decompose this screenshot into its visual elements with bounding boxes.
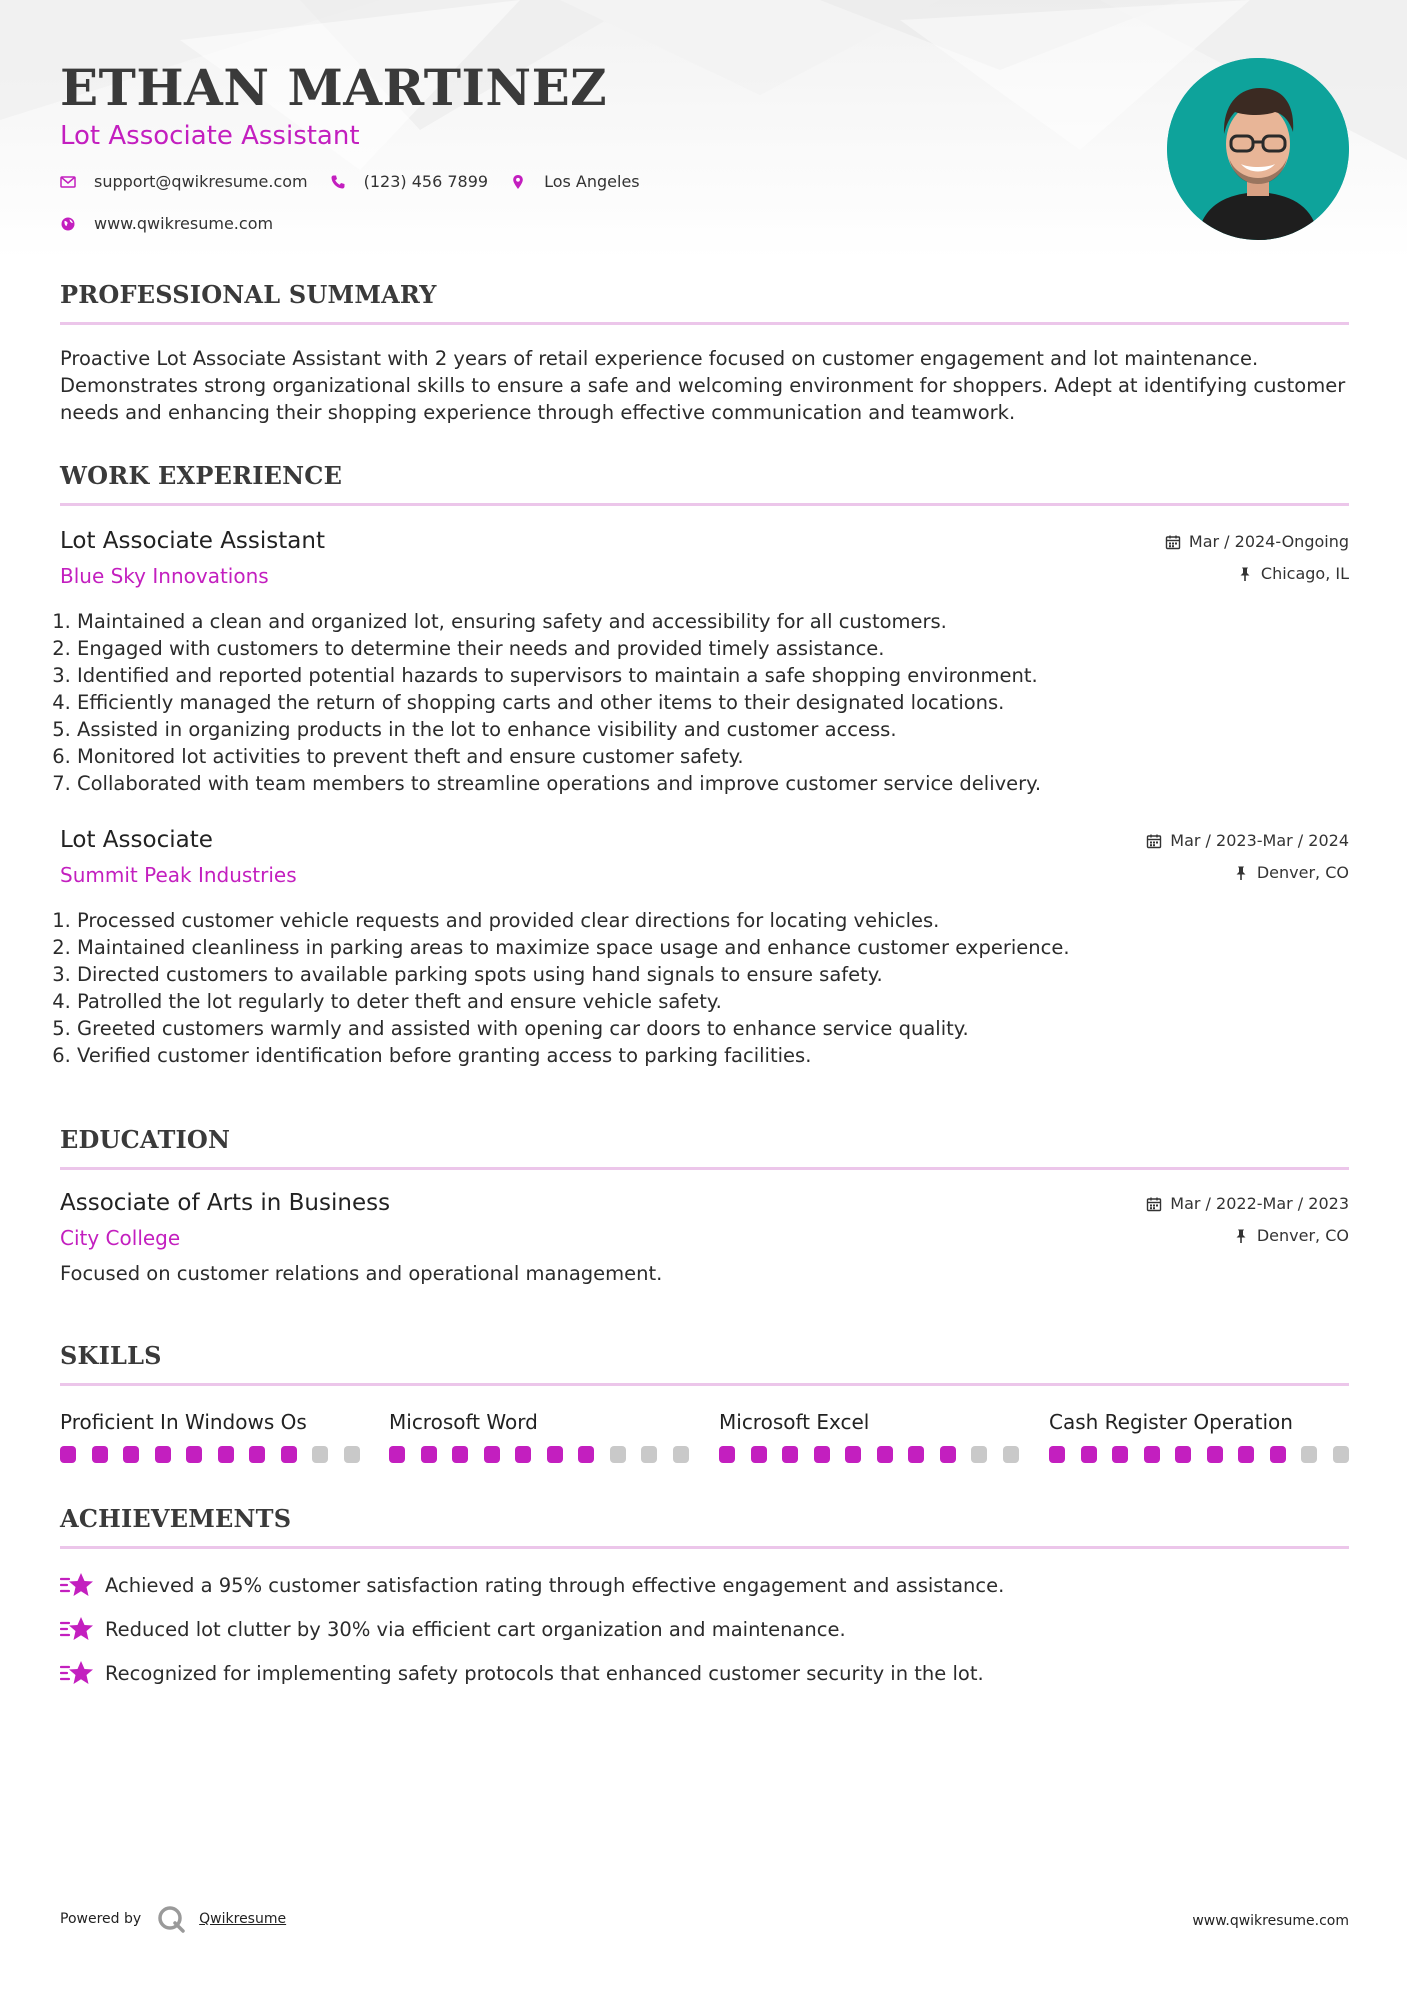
contact-email[interactable]	[60, 172, 308, 191]
achievements-section	[60, 1502, 1349, 1695]
envelope-icon	[60, 174, 76, 190]
job-duties-list	[60, 907, 1349, 1069]
phone-icon	[330, 174, 346, 190]
contact-location	[510, 172, 640, 191]
location-text: Los Angeles	[544, 172, 640, 191]
skills-heading: SKILLS	[60, 1341, 162, 1370]
qwikresume-logo-icon	[157, 1905, 185, 1933]
skill-dot-filled	[940, 1446, 956, 1463]
globe-icon	[60, 216, 76, 232]
list-item: 2. Engaged with customers to determine their needs and provided timely assistance.	[77, 635, 1349, 662]
skill-dot-filled	[1144, 1446, 1160, 1463]
powered-by-label: Powered by	[60, 1911, 142, 1927]
education-section	[60, 1123, 1349, 1298]
skill-dot-filled	[60, 1446, 76, 1463]
education-dates	[1146, 1194, 1349, 1213]
section-divider	[60, 1167, 1349, 1170]
experience-heading: WORK EXPERIENCE	[60, 461, 343, 490]
skill-dot-empty	[1301, 1446, 1317, 1463]
skill-item	[60, 1408, 360, 1464]
list-item: 5. Assisted in organizing products in the lot to enhance visibility and customer access.	[77, 716, 1349, 743]
job-dates	[1146, 831, 1349, 850]
skill-rating	[1049, 1446, 1349, 1464]
skill-dot-filled	[751, 1446, 767, 1463]
skill-item	[719, 1408, 1019, 1464]
list-item: 5. Greeted customers warmly and assisted with opening car doors to enhance service quality.	[77, 1015, 1349, 1042]
job-duties-list	[60, 608, 1349, 797]
skill-dot-filled	[389, 1446, 405, 1463]
skill-dot-empty	[673, 1446, 689, 1463]
list-item: 7. Collaborated with team members to streamline operations and improve customer service delivery.	[77, 770, 1349, 797]
contact-phone[interactable]	[330, 172, 488, 191]
job-dates-text: Mar / 2023-Mar / 2024	[1170, 831, 1349, 850]
list-item: 1. Processed customer vehicle requests and provided clear directions for locating vehicles.	[77, 907, 1349, 934]
calendar-icon	[1165, 534, 1181, 550]
candidate-title: Lot Associate Assistant	[60, 121, 360, 151]
summary-section	[60, 278, 1349, 426]
job-company: Blue Sky Innovations	[60, 564, 269, 588]
skill-dot-filled	[452, 1446, 468, 1463]
education-degree: Associate of Arts in Business	[60, 1190, 391, 1216]
skill-dot-filled	[155, 1446, 171, 1463]
skill-name: Cash Register Operation	[1049, 1410, 1293, 1434]
skill-dot-filled	[218, 1446, 234, 1463]
skill-dot-filled	[281, 1446, 297, 1463]
job-header	[60, 825, 1349, 895]
section-divider	[60, 1383, 1349, 1386]
job-header	[60, 526, 1349, 596]
experience-section	[60, 459, 1349, 1069]
avatar-illustration	[1167, 58, 1349, 240]
calendar-icon	[1146, 833, 1162, 849]
skill-dot-filled	[1112, 1446, 1128, 1463]
job-company: Summit Peak Industries	[60, 863, 297, 887]
list-item: 4. Efficiently managed the return of shopping carts and other items to their designated locations.	[77, 689, 1349, 716]
section-divider	[60, 322, 1349, 325]
calendar-icon	[1146, 1196, 1162, 1212]
skill-dot-filled	[249, 1446, 265, 1463]
education-dates-text: Mar / 2022-Mar / 2023	[1170, 1194, 1349, 1213]
skill-rating	[60, 1446, 360, 1464]
section-divider	[60, 503, 1349, 506]
skill-dot-filled	[1238, 1446, 1254, 1463]
skill-name: Microsoft Excel	[719, 1410, 870, 1434]
skill-dot-filled	[123, 1446, 139, 1463]
skill-dot-filled	[92, 1446, 108, 1463]
job-title: Lot Associate Assistant	[60, 528, 325, 554]
achievements-list	[60, 1563, 1349, 1695]
list-item: 3. Directed customers to available parking spots using hand signals to ensure safety.	[77, 961, 1349, 988]
skill-dot-filled	[877, 1446, 893, 1463]
skill-dot-empty	[1003, 1446, 1019, 1463]
education-school: City College	[60, 1226, 181, 1250]
achievement-text: Recognized for implementing safety protocols that enhanced customer security in the lot.	[105, 1661, 984, 1685]
shooting-star-icon	[60, 1615, 94, 1643]
contact-row-primary	[60, 172, 662, 191]
shooting-star-icon	[60, 1571, 94, 1599]
skill-dot-empty	[344, 1446, 360, 1463]
job-location-text: Chicago, IL	[1260, 564, 1349, 583]
job-location	[1237, 564, 1349, 583]
skill-dot-filled	[484, 1446, 500, 1463]
skill-dot-filled	[1270, 1446, 1286, 1463]
section-divider	[60, 1546, 1349, 1549]
list-item: 1. Maintained a clean and organized lot, ensuring safety and accessibility for all customers.	[77, 608, 1349, 635]
footer-website[interactable]: www.qwikresume.com	[1192, 1913, 1349, 1929]
education-location-text: Denver, CO	[1256, 1226, 1349, 1245]
list-item: 6. Monitored lot activities to prevent theft and ensure customer safety.	[77, 743, 1349, 770]
skill-dot-filled	[421, 1446, 437, 1463]
education-entry	[60, 1188, 1349, 1298]
page-footer	[60, 1895, 1349, 1935]
skill-item	[389, 1408, 689, 1464]
pushpin-icon	[1237, 566, 1253, 582]
skill-dot-empty	[610, 1446, 626, 1463]
achievement-text: Achieved a 95% customer satisfaction rating through effective engagement and assistance.	[105, 1573, 1005, 1597]
skill-name: Proficient In Windows Os	[60, 1410, 307, 1434]
education-location	[1233, 1226, 1349, 1245]
skill-dot-filled	[782, 1446, 798, 1463]
skill-dot-filled	[578, 1446, 594, 1463]
map-pin-icon	[510, 174, 526, 190]
skill-dot-filled	[719, 1446, 735, 1463]
achievement-text: Reduced lot clutter by 30% via efficient cart organization and maintenance.	[105, 1617, 846, 1641]
skill-dot-filled	[186, 1446, 202, 1463]
skill-dot-filled	[1081, 1446, 1097, 1463]
pushpin-icon	[1233, 865, 1249, 881]
achievement-item	[60, 1563, 1349, 1607]
skill-dot-filled	[845, 1446, 861, 1463]
resume-content	[60, 0, 1349, 1990]
summary-heading: PROFESSIONAL SUMMARY	[60, 280, 437, 309]
skill-dot-filled	[547, 1446, 563, 1463]
skill-dot-empty	[641, 1446, 657, 1463]
list-item: 4. Patrolled the lot regularly to deter theft and ensure vehicle safety.	[77, 988, 1349, 1015]
job-dates	[1165, 532, 1349, 551]
pushpin-icon	[1233, 1228, 1249, 1244]
summary-text: Proactive Lot Associate Assistant with 2 years of retail experience focused on customer engagement and lot maintenance. Demonstrates strong organizational skills to ensure a safe and welcoming environment for shoppers. Adept at identifying customer needs and enhancing their shopping experience through effective communication and teamwork.	[60, 347, 1346, 424]
education-heading: EDUCATION	[60, 1125, 231, 1154]
contact-website[interactable]	[60, 214, 273, 233]
job-dates-text: Mar / 2024-Ongoing	[1188, 532, 1349, 551]
job-location	[1233, 863, 1349, 882]
qwikresume-link[interactable]: Qwikresume	[199, 1911, 287, 1927]
skill-dot-empty	[971, 1446, 987, 1463]
skill-rating	[719, 1446, 1019, 1464]
email-text: support@qwikresume.com	[94, 172, 308, 191]
skill-dot-filled	[1049, 1446, 1065, 1463]
achievement-item	[60, 1651, 1349, 1695]
contact-row-secondary	[60, 214, 295, 233]
skills-section	[60, 1339, 1349, 1468]
achievements-heading: ACHIEVEMENTS	[60, 1504, 292, 1533]
shooting-star-icon	[60, 1659, 94, 1687]
job-entry-1	[60, 526, 1349, 797]
profile-photo	[1167, 58, 1349, 240]
education-description: Focused on customer relations and operational management.	[60, 1262, 663, 1285]
phone-text: (123) 456 7899	[363, 172, 489, 191]
skill-dot-filled	[1207, 1446, 1223, 1463]
skill-dot-filled	[814, 1446, 830, 1463]
skill-item	[1049, 1408, 1349, 1464]
skill-dot-empty	[312, 1446, 328, 1463]
list-item: 6. Verified customer identification before granting access to parking facilities.	[77, 1042, 1349, 1069]
powered-by	[60, 1905, 286, 1933]
skill-dot-empty	[1333, 1446, 1349, 1463]
list-item: 2. Maintained cleanliness in parking areas to maximize space usage and enhance customer experience.	[77, 934, 1349, 961]
skill-dot-filled	[908, 1446, 924, 1463]
candidate-name: ETHAN MARTINEZ	[60, 58, 608, 117]
skill-dot-filled	[1175, 1446, 1191, 1463]
achievement-item	[60, 1607, 1349, 1651]
job-entry-2	[60, 825, 1349, 1069]
website-text: www.qwikresume.com	[94, 214, 274, 233]
skills-grid	[60, 1408, 1349, 1468]
skill-rating	[389, 1446, 689, 1464]
skill-name: Microsoft Word	[389, 1410, 538, 1434]
job-title: Lot Associate	[60, 827, 213, 853]
list-item: 3. Identified and reported potential hazards to supervisors to maintain a safe shopping environment.	[77, 662, 1349, 689]
job-location-text: Denver, CO	[1256, 863, 1349, 882]
skill-dot-filled	[515, 1446, 531, 1463]
